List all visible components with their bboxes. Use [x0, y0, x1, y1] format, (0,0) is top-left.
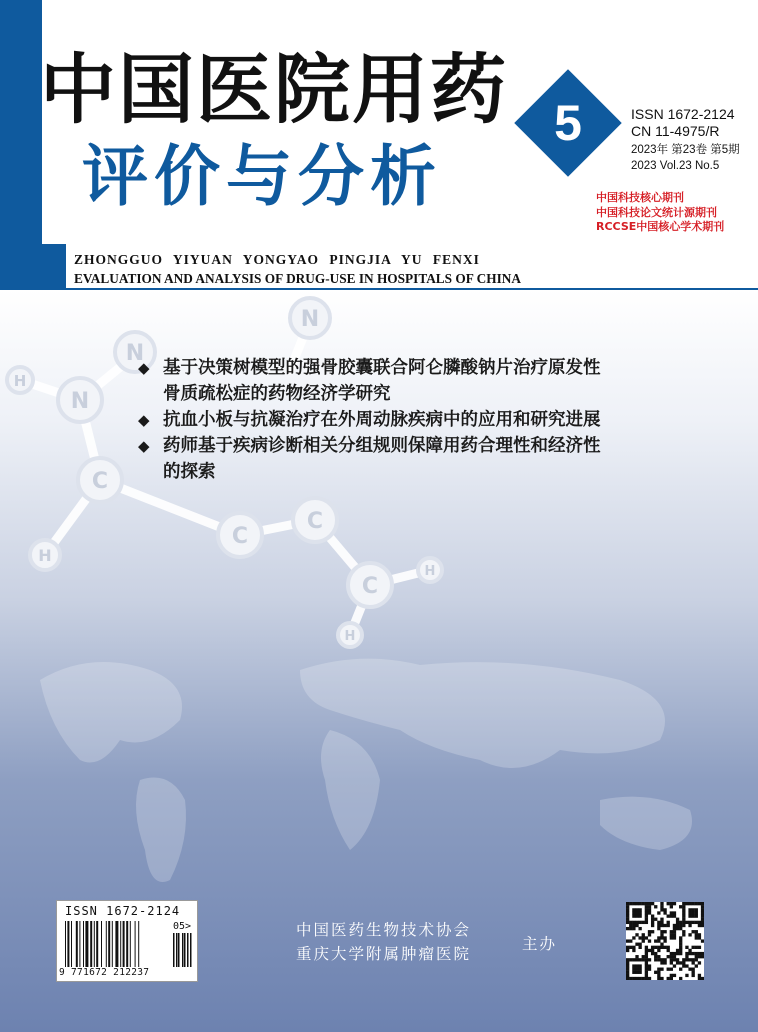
volume-line-en: 2023 Vol.23 No.5 — [631, 160, 720, 172]
journal-title-english: EVALUATION AND ANALYSIS OF DRUG-USE IN HOSPITALS OF CHINA — [74, 271, 522, 286]
issue-number: 5 — [554, 95, 582, 151]
blue-band-corner — [42, 244, 66, 290]
barcode-bars — [65, 921, 169, 967]
badge-statistics-source: 中国科技论文统计源期刊 — [596, 205, 717, 219]
article-title-line: 的探索 — [163, 462, 216, 482]
featured-articles — [136, 355, 696, 485]
journal-title-pinyin: ZHONGGUO YIYUAN YONGYAO PINGJIA YU FENXI — [74, 252, 480, 267]
diamond-bullet-icon: ◆ — [138, 411, 150, 429]
cn-label: CN 11-4975/R — [631, 123, 720, 139]
diamond-bullet-icon: ◆ — [138, 359, 150, 377]
barcode — [56, 900, 198, 982]
volume-line-cn: 2023年 第23卷 第5期 — [631, 144, 740, 156]
atom-label: C — [361, 574, 379, 599]
journal-subtitle-cn: 评价与分析 — [82, 138, 442, 215]
barcode-issn: ISSN 1672-2124 — [65, 904, 181, 918]
atom-label: C — [306, 509, 324, 534]
blue-band-left — [0, 0, 42, 290]
sponsor-org: 重庆大学附属肿瘤医院 — [296, 945, 472, 963]
article-item — [136, 433, 696, 485]
barcode-addon: 05> — [173, 921, 192, 932]
qr-code — [626, 902, 704, 980]
atom-label: H — [13, 372, 27, 390]
indexing-badges — [596, 191, 724, 235]
atom-label: H — [424, 564, 436, 579]
atom-label: N — [300, 307, 320, 332]
diamond-bullet-icon: ◆ — [138, 437, 150, 455]
barcode-digits: 9 771672 212237 — [59, 967, 150, 978]
barcode-addon-bars — [173, 933, 193, 967]
publication-info — [631, 106, 740, 174]
sponsor-org: 中国医药生物技术协会 — [296, 921, 472, 939]
journal-title-cn: 中国医院用药 — [40, 45, 508, 134]
article-title-line: 骨质疏松症的药物经济学研究 — [163, 384, 391, 404]
atom-label: N — [125, 341, 145, 366]
atom-label: H — [38, 546, 52, 565]
molecule-illustration — [0, 290, 758, 690]
article-title-line: 基于决策树模型的强骨胶囊联合阿仑膦酸钠片治疗原发性 — [163, 358, 601, 378]
article-item — [136, 407, 696, 433]
badge-rccse: RCCSE中国核心学术期刊 — [596, 220, 725, 233]
article-item — [136, 355, 696, 407]
atom-label: N — [70, 389, 90, 414]
atom-label: C — [231, 524, 249, 549]
article-title-line: 抗血小板与抗凝治疗在外周动脉疾病中的应用和研究进展 — [163, 410, 601, 430]
article-title-line: 药师基于疾病诊断相关分组规则保障用药合理性和经济性 — [163, 436, 601, 456]
atom-label: H — [344, 629, 356, 644]
issn-label: ISSN 1672-2124 — [631, 106, 735, 122]
badge-core-journal: 中国科技核心期刊 — [596, 191, 684, 204]
atom-label: C — [91, 469, 109, 494]
sponsor-organizations — [296, 918, 471, 966]
sponsor-role: 主办 — [522, 935, 558, 953]
